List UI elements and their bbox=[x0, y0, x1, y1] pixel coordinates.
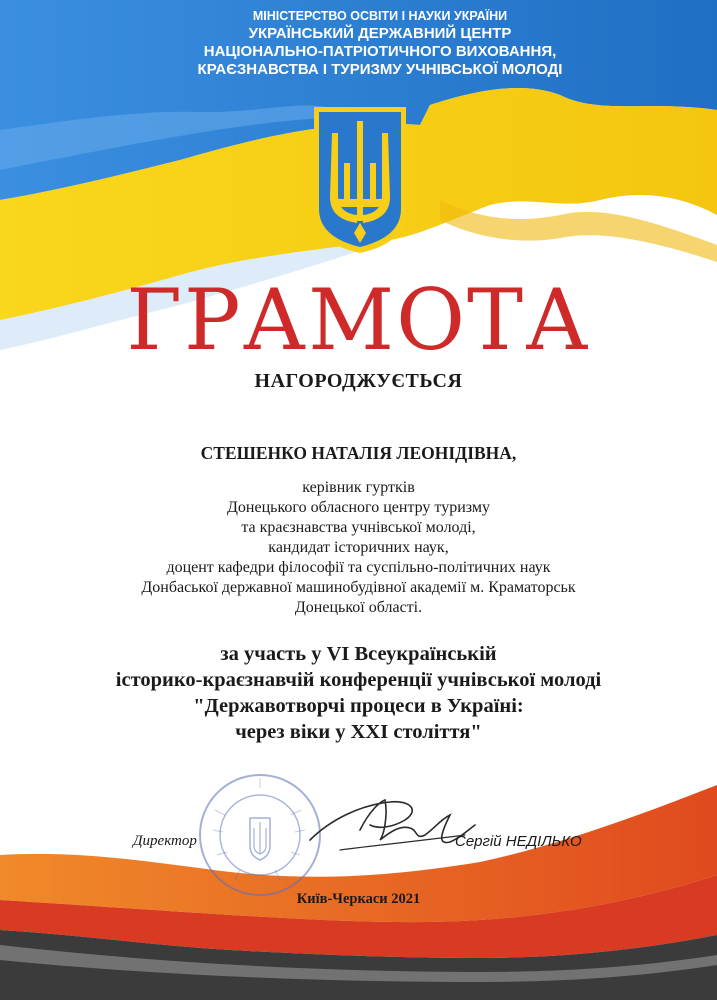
recipient-name: СТЕШЕНКО НАТАЛІЯ ЛЕОНІДІВНА, bbox=[200, 443, 517, 463]
city-and-year: Київ-Черкаси 2021 bbox=[296, 891, 421, 907]
description-line: Донбаської державної машинобудівної академії м. Краматорськ bbox=[141, 579, 576, 596]
director-label: Директор bbox=[133, 833, 197, 849]
reason-line: історико-краєзнавчій конференції учнівської молоді bbox=[115, 669, 602, 691]
reason-line: за участь у VI Всеукраїнській bbox=[220, 643, 497, 665]
description-line: доцент кафедри філософії та суспільно-політичних наук bbox=[166, 559, 551, 576]
handwritten-signature-icon bbox=[300, 780, 480, 860]
certificate-title: ГРАМОТА bbox=[126, 271, 591, 369]
org-name-line-3: КРАЄЗНАВСТВА І ТУРИЗМУ УЧНІВСЬКОЇ МОЛОДІ bbox=[197, 61, 563, 78]
org-name-line-2: НАЦІОНАЛЬНО-ПАТРІОТИЧНОГО ВИХОВАННЯ, bbox=[203, 43, 557, 60]
award-reason bbox=[0, 641, 717, 745]
description-line: керівник гуртків bbox=[302, 479, 415, 496]
yellow-fold bbox=[440, 200, 717, 262]
recipient-description bbox=[0, 478, 717, 618]
awarded-label: НАГОРОДЖУЄТЬСЯ bbox=[254, 370, 463, 392]
organization-header bbox=[120, 8, 640, 79]
org-name-line-1: УКРАЇНСЬКИЙ ДЕРЖАВНИЙ ЦЕНТР bbox=[248, 25, 512, 42]
description-line: Донецького обласного центру туризму bbox=[227, 499, 490, 516]
description-line: кандидат історичних наук, bbox=[268, 539, 449, 556]
description-line: Донецької області. bbox=[294, 599, 423, 616]
ministry-name: МІНІСТЕРСТВО ОСВІТИ І НАУКИ УКРАЇНИ bbox=[252, 9, 508, 23]
reason-line: "Державотворчі процеси в Україні: bbox=[193, 695, 524, 717]
description-line: та краєзнавства учнівської молоді, bbox=[241, 519, 476, 536]
reason-line: через віки у XXI століття" bbox=[235, 721, 482, 743]
ukraine-trident-coat-of-arms-icon bbox=[310, 103, 410, 255]
director-name: Сергій НЕДІЛЬКО bbox=[455, 833, 582, 850]
